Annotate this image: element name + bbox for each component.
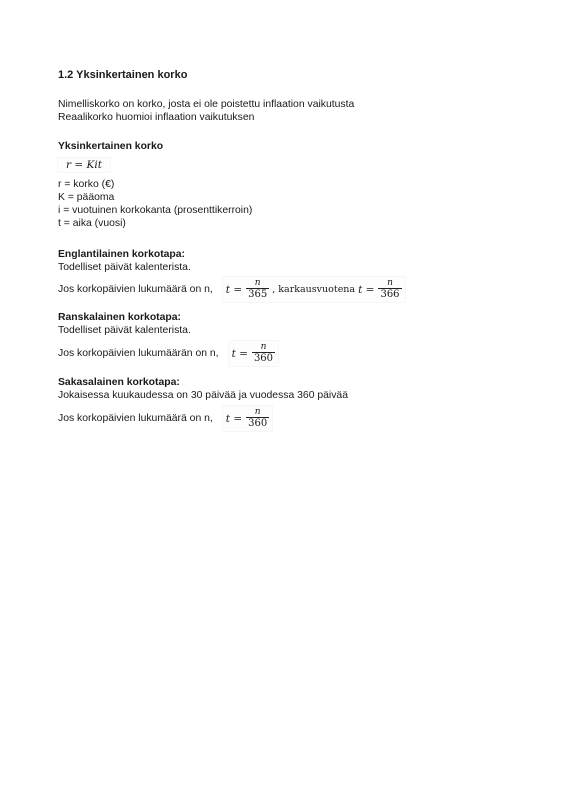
german-method-title: Sakasalainen korkotapa: [58, 377, 180, 388]
fraction [246, 407, 269, 430]
german-method-formula-row [58, 406, 272, 431]
definition-text: = korko (€) [61, 179, 115, 190]
english-method-desc: Todelliset päivät kalenterista. [58, 262, 191, 273]
fraction-denominator: 360 [248, 418, 268, 429]
definition-symbol: i [58, 205, 61, 216]
intro-line-nominal: Nimelliskorko on korko, josta ei ole poistettu inflaation vaikutusta [58, 99, 355, 110]
fraction-numerator: n [387, 278, 393, 288]
formula-lhs: t = [358, 283, 375, 296]
formula-lhs: t = [225, 283, 243, 296]
english-formula [223, 277, 405, 302]
formula-lhs: t = [225, 412, 243, 425]
french-method-formula-row [58, 341, 278, 366]
fraction [378, 278, 401, 301]
definition-symbol: t [58, 218, 61, 229]
english-method-title: Englantilainen korkotapa: [58, 249, 186, 260]
fraction [252, 342, 275, 365]
fraction-numerator: n [254, 278, 261, 288]
simple-interest-formula [58, 155, 110, 173]
french-method-desc: Todelliset päivät kalenterista. [58, 325, 191, 336]
definition-k [58, 191, 114, 204]
definition-text: = pääoma [64, 192, 115, 203]
french-formula-intro: Jos korkopäivien lukumäärän on n, [58, 348, 219, 359]
leap-year-text: , karkausvuotena [272, 284, 356, 295]
intro-line-real: Reaalikorko huomioi inflaation vaikutuksen [58, 112, 255, 123]
definition-text: = aika (vuosi) [60, 218, 126, 229]
fraction-numerator: n [254, 407, 261, 417]
german-formula-intro: Jos korkopäivien lukumäärä on n, [58, 413, 213, 424]
fraction-denominator: 365 [248, 289, 268, 300]
english-method-formula-row [58, 277, 405, 302]
simple-interest-title: Yksinkertainen korko [58, 141, 164, 152]
french-formula [229, 341, 278, 366]
english-formula-intro: Jos korkopäivien lukumäärä on n, [58, 284, 213, 295]
german-formula [223, 406, 272, 431]
formula-r-kit: r = Kit [58, 158, 110, 172]
definition-i [58, 204, 252, 217]
formula-lhs: t = [231, 347, 248, 360]
definition-text: = vuotuinen korkokanta (prosenttikerroin) [60, 205, 253, 216]
fraction [246, 278, 269, 301]
fraction-denominator: 360 [253, 353, 274, 364]
fraction-numerator: n [260, 342, 267, 352]
fraction-denominator: 366 [380, 289, 400, 300]
definition-r [58, 178, 114, 191]
german-method-desc: Jokaisessa kuukaudessa on 30 päivää ja vuodessa 360 päivää [58, 390, 348, 401]
definition-t [58, 217, 126, 230]
french-method-title: Ranskalainen korkotapa: [58, 312, 181, 323]
section-heading: 1.2 Yksinkertainen korko [58, 69, 188, 81]
definition-symbol: K [58, 192, 65, 203]
definition-symbol: r [58, 179, 62, 190]
